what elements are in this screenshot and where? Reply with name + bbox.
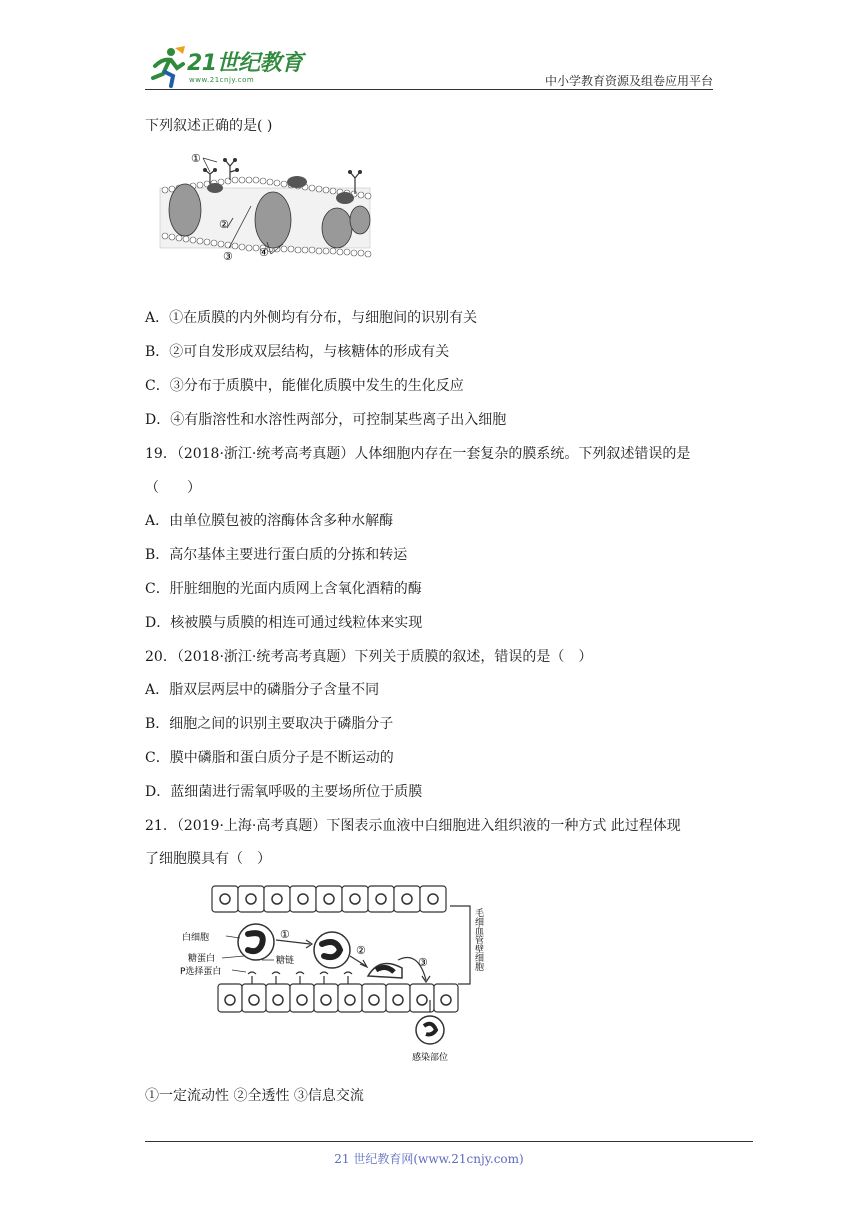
q19-option-d: D．核被膜与质膜的相连可通过线粒体来实现 xyxy=(145,615,423,631)
footer-site-text[interactable]: 21 世纪教育网(www.21cnjy.com) xyxy=(334,1152,524,1166)
q18-option-c: C．③分布于质膜中，能催化质膜中发生的生化反应 xyxy=(145,378,464,394)
fig2-glycoprotein-label: 糖蛋白 xyxy=(188,954,216,964)
fig2-step2-label: ② xyxy=(356,944,366,957)
site-logo[interactable] xyxy=(145,40,315,92)
q18-option-d: D．④有脂溶性和水溶性两部分，可控制某些离子出入细胞 xyxy=(145,412,507,428)
q20-option-d: D．蓝细菌进行需氧呼吸的主要场所位于质膜 xyxy=(145,784,423,800)
logo-url: www.21cnjy.com xyxy=(189,76,255,84)
fig1-label-2: ② xyxy=(219,218,229,231)
q19-stem-line2: （ ） xyxy=(145,480,201,496)
fig1-label-4: ④ xyxy=(259,246,269,259)
header-divider xyxy=(145,89,713,90)
fig2-step1-label: ① xyxy=(280,928,290,941)
fig2-sugar-chain-label: 糖链 xyxy=(276,956,295,966)
q18-option-a: A．①在质膜的内外侧均有分布，与细胞间的识别有关 xyxy=(145,310,478,326)
q21-stem-line1: 21．（2019·上海·高考真题）下图表示血液中白细胞进入组织液的一种方式 此过程体现 xyxy=(145,818,681,834)
footer-divider xyxy=(145,1141,753,1142)
q19-option-b: B．高尔基体主要进行蛋白质的分拣和转运 xyxy=(145,547,408,563)
q21-stem-line2: 了细胞膜具有（ ） xyxy=(145,851,271,867)
q19-option-c: C．肝脏细胞的光面内质网上含氧化酒精的酶 xyxy=(145,581,422,597)
fig2-white-cell-label: 白细胞 xyxy=(182,933,210,943)
fig1-label-1: ① xyxy=(191,152,201,165)
cell-membrane-figure xyxy=(155,148,375,290)
runner-logo-icon xyxy=(145,44,189,88)
q20-stem: 20．（2018·浙江·统考高考真题）下列关于质膜的叙述，错误的是（ ） xyxy=(145,649,593,665)
q20-option-a: A．脂双层两层中的磷脂分子含量不同 xyxy=(145,682,380,698)
fig2-step3-label: ③ xyxy=(418,956,428,969)
fig2-infection-site-label: 感染部位 xyxy=(412,1053,449,1063)
q20-option-c: C．膜中磷脂和蛋白质分子是不断运动的 xyxy=(145,750,394,766)
q21-answer-line: ①一定流动性 ②全透性 ③信息交流 xyxy=(145,1088,364,1104)
white-blood-cell-migration-figure xyxy=(180,880,490,1070)
q19-stem-line1: 19．（2018·浙江·统考高考真题）人体细胞内存在一套复杂的膜系统。下列叙述错误的是 xyxy=(145,446,691,462)
header-platform-text: 中小学教育资源及组卷应用平台 xyxy=(544,74,713,88)
q20-option-b: B．细胞之间的识别主要取决于磷脂分子 xyxy=(145,716,394,732)
fig1-label-3: ③ xyxy=(223,250,233,263)
q18-option-b: B．②可自发形成双层结构，与核糖体的形成有关 xyxy=(145,344,450,360)
page-footer xyxy=(145,1141,753,1167)
page-header xyxy=(145,40,713,92)
q19-option-a: A．由单位膜包被的溶酶体含多种水解酶 xyxy=(145,513,394,529)
q18-stem: 下列叙述正确的是( ) xyxy=(145,118,273,134)
fig2-capillary-label: 毛细血管壁细胞 xyxy=(473,908,483,971)
fig2-p-selectin-label: P选择蛋白 xyxy=(180,967,222,977)
logo-text: 21世纪教育 xyxy=(187,51,303,76)
